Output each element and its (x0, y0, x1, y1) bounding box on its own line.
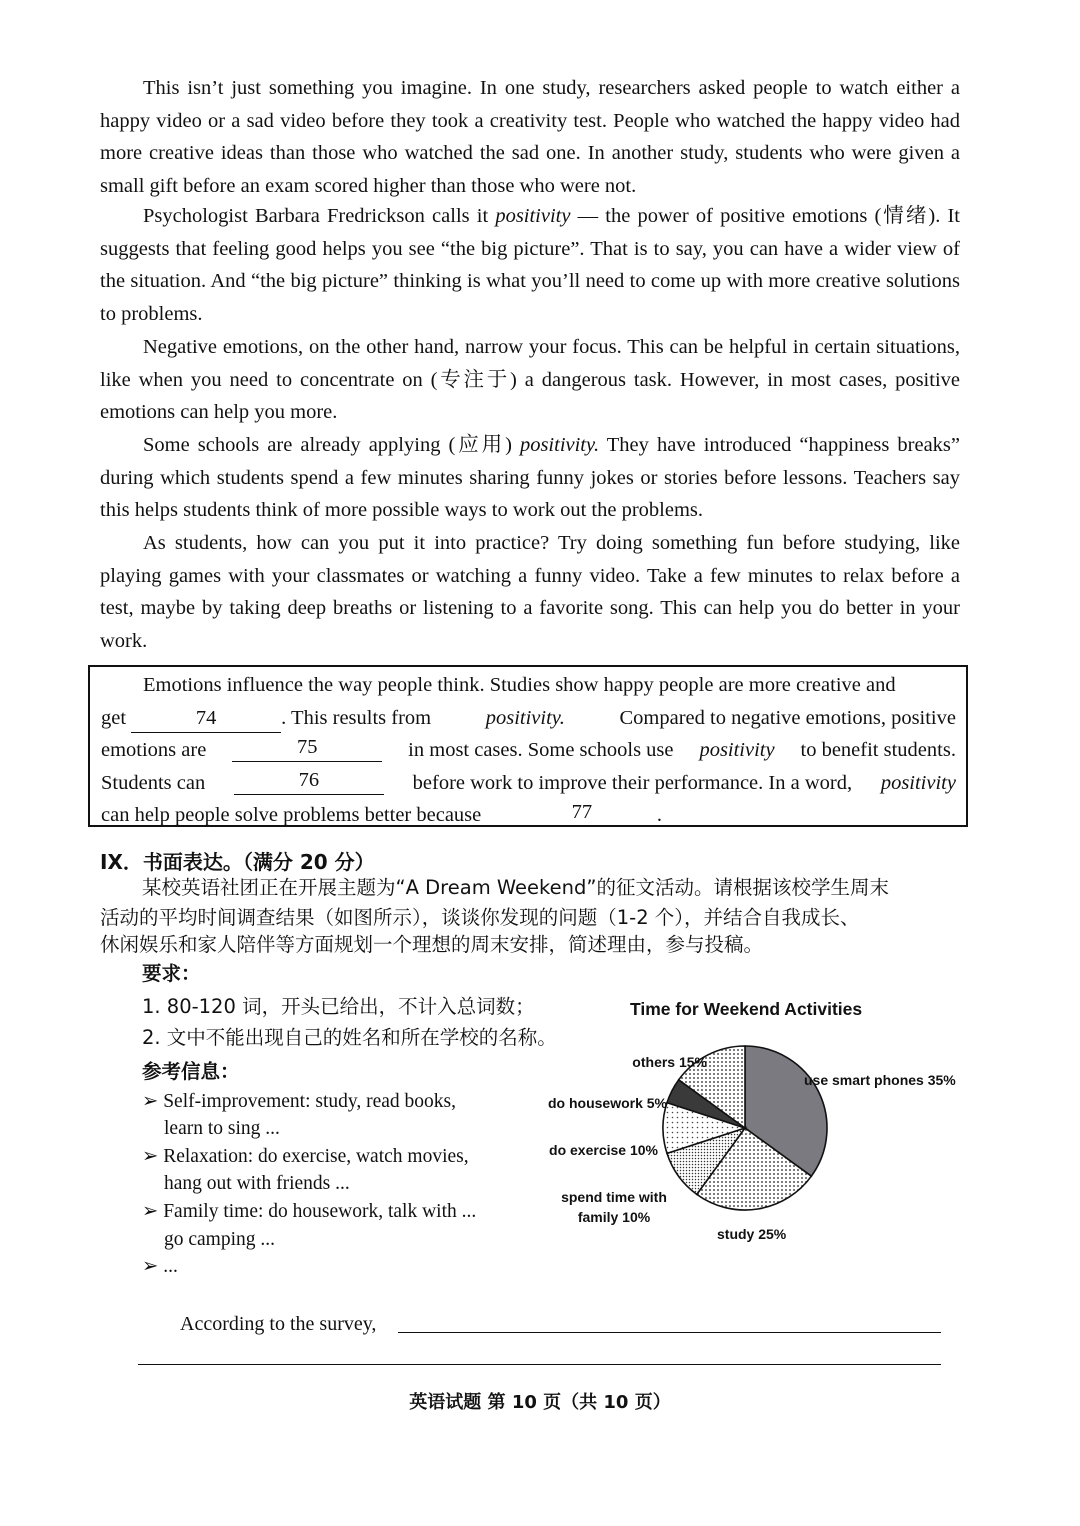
reference-bullet-1: ➢ Self-improvement: study, read books, (142, 1091, 457, 1112)
writing-intro-line-1: 某校英语社团正在开展主题为“A Dream Weekend”的征文活动。请根据该校学生周末 (142, 876, 889, 899)
passage-paragraph-5: As students, how can you put it into practice? Try doing something fun before studying, like playing games with your classmates or watching a funny video. Take a few minutes to relax before a test, maybe by taking deep breaths or listening to a favorite song. This can help you do better in your work. (100, 532, 960, 652)
summary-line-3: emotions are 75 in most cases. Some schools use positivity to benefit students. (101, 736, 956, 761)
pie-label-study: study 25% (717, 1226, 787, 1242)
requirement-1: 1. 80-120 词，开头已给出，不计入总词数； (142, 995, 535, 1018)
blank-75[interactable]: 75 (232, 734, 382, 762)
writing-intro-line-3: 休闲娱乐和家人陪伴等方面规划一个理想的周末安排，简述理由，参与投稿。 (100, 933, 764, 956)
answer-line-1[interactable] (398, 1332, 941, 1333)
requirement-2: 2. 文中不能出现自己的姓名和所在学校的名称。 (142, 1026, 557, 1049)
pie-label-do-exercise: do exercise 10% (549, 1142, 658, 1158)
summary-line-5: can help people solve problems better because 77 . (101, 801, 662, 826)
summary-line-1: Emotions influence the way people think. Studies show happy people are more creative and (143, 674, 896, 696)
writing-opening: According to the survey, (180, 1313, 377, 1335)
pie-label-use-smart-phones: use smart phones 35% (804, 1072, 956, 1088)
requirements-label: 要求： (142, 962, 201, 985)
blank-76[interactable]: 76 (234, 767, 384, 795)
passage-paragraph-2: Psychologist Barbara Fredrickson calls it positivity — the power of positive emotions (情绪). It suggests that feeling good helps you see “the big picture”. That is to say, you can have a wider view of the situation. And “the big picture” thinking is what you’ll need to come up with more creative solutions to problems. (100, 205, 960, 325)
blank-74[interactable]: 74 (131, 705, 281, 733)
pie-label-do-housework: do housework 5% (547, 1095, 667, 1111)
pie-chart (520, 1040, 990, 1250)
page-footer: 英语试题 第 10 页（共 10 页） (409, 1392, 671, 1413)
reference-bullet-2-cont: hang out with friends ... (164, 1173, 350, 1194)
reference-bullet-3: ➢ Family time: do housework, talk with ... (142, 1201, 477, 1222)
reference-bullet-1-cont: learn to sing ... (164, 1118, 280, 1139)
answer-line-2[interactable] (138, 1364, 941, 1365)
pie-label-others: others 15% (632, 1054, 707, 1070)
pie-label-spend-time-with-family: spend time with family 10% (561, 1189, 667, 1225)
reference-label: 参考信息： (142, 1060, 240, 1083)
chart-title: Time for Weekend Activities (630, 999, 863, 1019)
reference-bullet-2: ➢ Relaxation: do exercise, watch movies, (142, 1146, 469, 1167)
summary-line-2: get 74 . This results from positivity. Compared to negative emotions, positive (101, 702, 956, 734)
passage-paragraph-4: Some schools are already applying (应用) positivity. They have introduced “happiness breaks” during which students spend a few minutes sharing funny jokes or stories before lessons. Teachers say this helps students think of more possible ways to work out the problems. (100, 434, 960, 522)
passage-paragraph-3: Negative emotions, on the other hand, narrow your focus. This can be helpful in certain situations, like when you need to concentrate on (专注于) a dangerous task. However, in most cases, positive emotions can help you more. (100, 336, 960, 424)
writing-intro-line-2: 活动的平均时间调查结果（如图所示），谈谈你发现的问题（1-2 个），并结合自我成长、 (100, 906, 860, 929)
writing-section-title: IX．书面表达。（满分 20 分） (100, 850, 375, 874)
summary-line-4: Students can 76 before work to improve their performance. In a word, positivity (101, 769, 956, 794)
passage-paragraph-1: This isn’t just something you imagine. In one study, researchers asked people to watch either a happy video or a sad video before they took a creativity test. People who watched the happy video had more creative ideas than those who watched the sad one. In another study, students who were given a small gift before an exam scored higher than those who were not. (100, 77, 960, 197)
summary-box (88, 665, 968, 827)
reference-bullet-4: ➢ ... (142, 1256, 178, 1277)
blank-77[interactable]: 77 (507, 799, 657, 827)
reference-bullet-3-cont: go camping ... (164, 1229, 276, 1250)
